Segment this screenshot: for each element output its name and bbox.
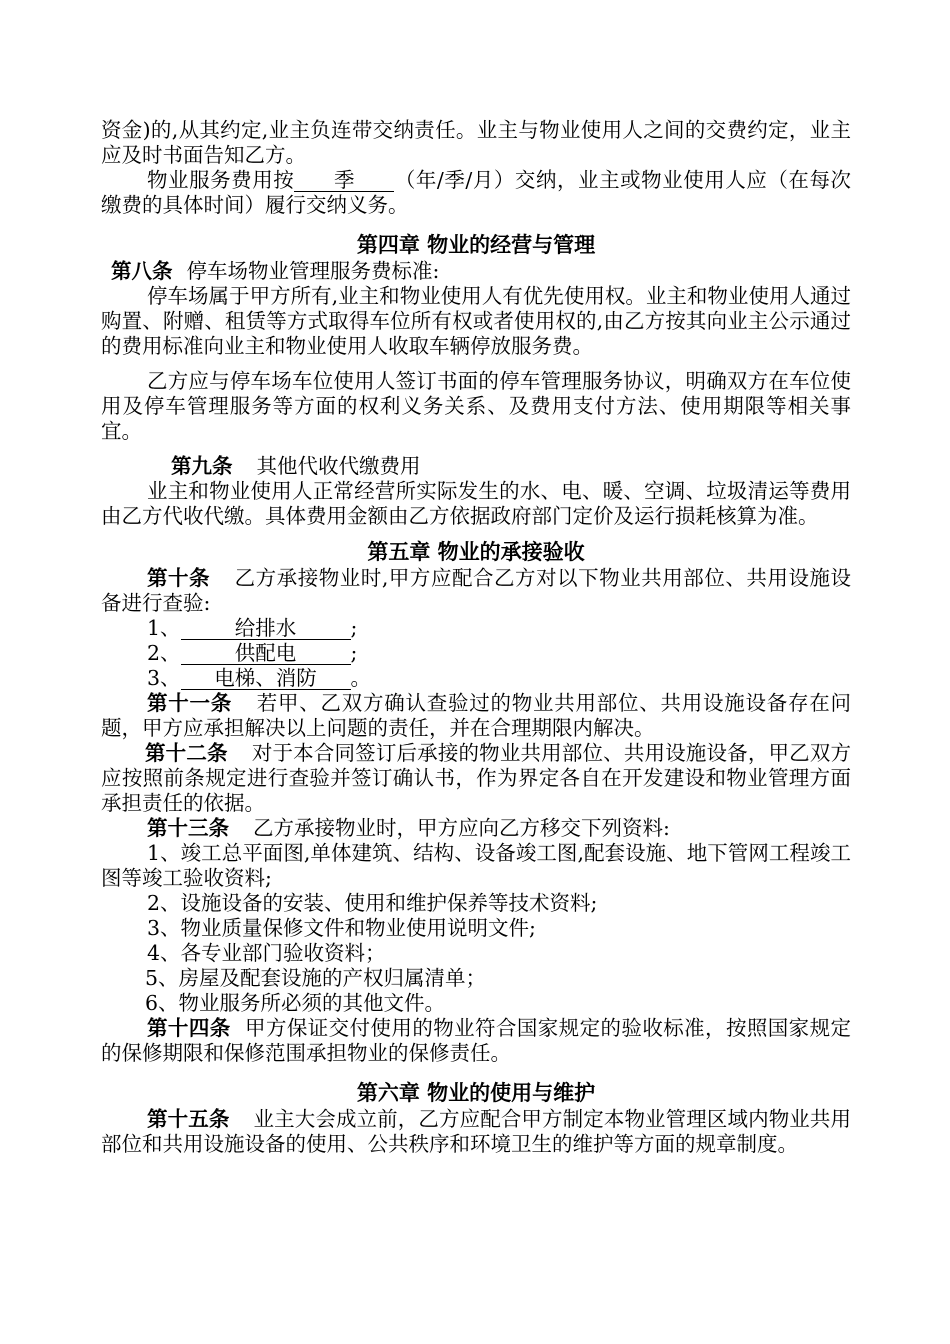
inspection-item-number: 3、 [147, 666, 181, 690]
article-14-label: 第十四条 [147, 1016, 231, 1040]
inspection-item-value: 给排水 [181, 618, 351, 640]
article-15-label: 第十五条 [147, 1107, 230, 1131]
handover-doc-1: 1、竣工总平面图,单体建筑、结构、设备竣工图,配套设施、地下管网工程竣工图等竣工验收资料; [101, 841, 851, 890]
inspection-item-punct: ; [350, 641, 358, 665]
article-11 [101, 691, 851, 741]
article-15-text: 业主大会成立前，乙方应配合甲方制定本物业管理区域内物业共用部位和共用设施设备的使用、公共秩序和环境卫生的维护等方面的规章制度。 [101, 1107, 852, 1156]
article-9-label: 第九条 [171, 454, 233, 478]
article-14-text: 甲方保证交付使用的物业符合国家规定的验收标准，按照国家规定的保修期限和保修范围承担物业的保修责任。 [101, 1016, 852, 1065]
handover-doc-5: 5、房屋及配套设施的产权归属清单； [145, 966, 487, 990]
fee-period-blank: 季 [294, 170, 394, 192]
inspection-item-3 [101, 666, 851, 691]
inspection-item-value: 电梯、消防 [181, 668, 351, 690]
handover-doc-2: 2、设施设备的安装、使用和维护保养等技术资料; [147, 891, 598, 915]
article-13-label: 第十三条 [147, 816, 229, 840]
chapter-4-title: 第四章 物业的经营与管理 [356, 233, 596, 257]
chapter-5-title: 第五章 物业的承接验收 [367, 540, 585, 564]
article-14 [101, 1016, 851, 1066]
article-12-text: 对于本合同签订后承接的物业共用部位、共用设施设备，甲乙双方应按照前条规定进行查验并签订确认书，作为界定各自在开发建设和物业管理方面承担责任的依据。 [101, 741, 852, 815]
intro-paragraph-1: 资金)的,从其约定,业主负连带交纳责任。业主与物业使用人之间的交费约定，业主应及时书面告知乙方。 [101, 118, 851, 167]
article-11-text: 若甲、乙双方确认查验过的物业共用部位、共用设施设备存在问题，甲方应承担解决以上问题的责任，并在合理期限内解决。 [101, 691, 851, 740]
document-page [101, 118, 851, 1157]
fee-period-prefix: 物业服务费用按 [147, 168, 295, 192]
inspection-item-1 [101, 616, 851, 641]
article-8-paragraph-2: 乙方应与停车场车位使用人签订书面的停车管理服务协议，明确双方在车位使用及停车管理服务等方面的权利义务关系、及费用支付方法、使用期限等相关事宜。 [101, 369, 851, 443]
inspection-item-value: 供配电 [181, 643, 351, 665]
article-8-paragraph-1: 停车场属于甲方所有,业主和物业使用人有优先使用权。业主和物业使用人通过购置、附赠、租赁等方式取得车位所有权或者使用权的,由乙方按其向业主公示通过的费用标准向业主和物业使用人收取车辆停放服务费。 [101, 284, 851, 358]
article-11-label: 第十一条 [147, 691, 232, 715]
handover-doc-3: 3、物业质量保修文件和物业使用说明文件; [147, 916, 536, 940]
article-10-label: 第十条 [147, 566, 211, 590]
intro-paragraph-2 [101, 168, 851, 218]
article-12-label: 第十二条 [145, 741, 228, 765]
chapter-6-title: 第六章 物业的使用与维护 [356, 1081, 596, 1105]
article-9-title: 其他代收代缴费用 [256, 454, 421, 478]
fee-period-suffix: （年/季/月）交纳，业主或物业使用人应（在每次缴费的具体时间）履行交纳义务。 [101, 168, 852, 217]
article-13 [101, 816, 851, 841]
article-10 [101, 566, 851, 616]
handover-doc-6: 6、物业服务所必须的其他文件。 [145, 991, 446, 1015]
inspection-item-number: 1、 [147, 616, 181, 640]
article-8-label: 第八条 [111, 259, 173, 283]
handover-doc-4: 4、各专业部门验收资料； [147, 941, 386, 965]
inspection-item-punct: ; [350, 616, 358, 640]
article-13-text: 乙方承接物业时，甲方应向乙方移交下列资料: [253, 816, 670, 840]
inspection-item-2 [101, 641, 851, 666]
article-10-text: 乙方承接物业时,甲方应配合乙方对以下物业共用部位、共用设施设备进行查验: [101, 566, 852, 615]
article-9-paragraph: 业主和物业使用人正常经营所实际发生的水、电、暖、空调、垃圾清运等费用由乙方代收代缴。具体费用金额由乙方依据政府部门定价及运行损耗核算为准。 [101, 479, 851, 528]
article-9-heading [101, 454, 851, 479]
inspection-item-punct: 。 [350, 666, 372, 690]
article-8-title: 停车场物业管理服务费标准: [186, 259, 440, 283]
article-8-heading [101, 259, 851, 284]
article-12 [101, 741, 851, 816]
article-15 [101, 1107, 851, 1157]
inspection-item-number: 2、 [147, 641, 181, 665]
